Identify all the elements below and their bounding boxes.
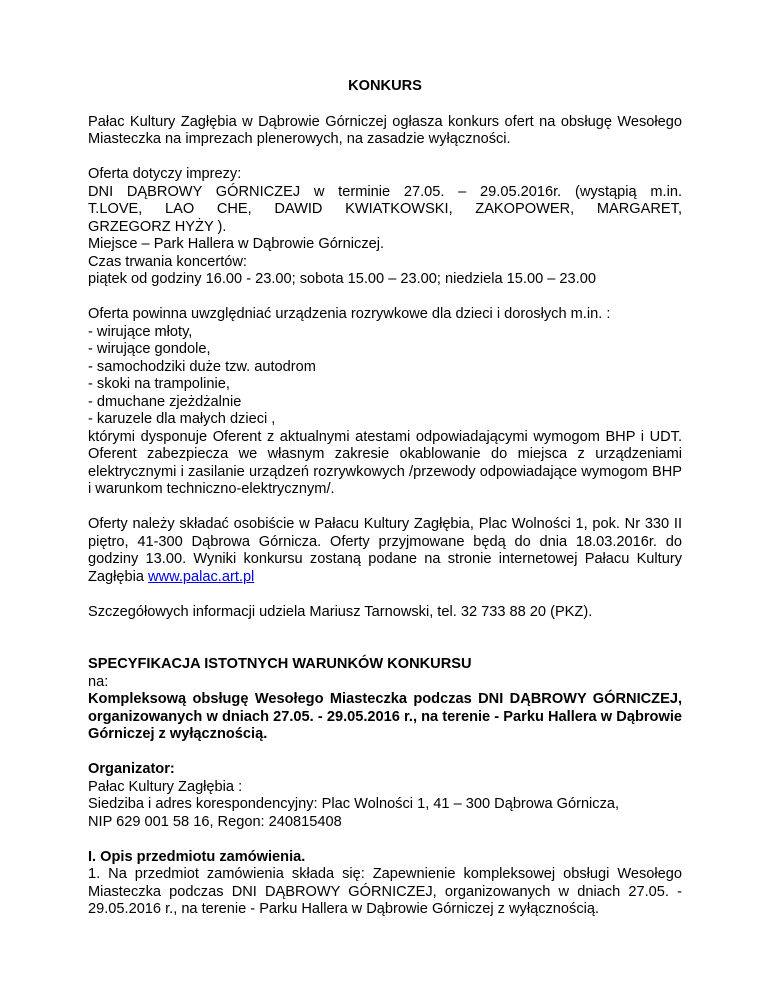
event-heading: Oferta dotyczy imprezy: [88,166,242,182]
equipment-section [88,306,682,499]
event-line-1: DNI DĄBROWY GÓRNICZEJ w terminie 27.05. – 29.05.2016r. (wystąpią m.in. [88,183,682,200]
document-title: KONKURS [348,78,422,94]
organizer-heading: Organizator: [88,761,175,777]
section-1-text: 1. Na przedmiot zamówienia składa się: Zapewnienie kompleksowej obsługi Wesołego Miasteczka podczas DNI DĄBROWY GÓRNICZEJ, organizowanych w dniach 27.05. - 29.05.2016 r., na terenie - Parku Hallera w Dąbrowie Górniczej z wyłącznością. [88,866,682,917]
spec-heading: SPECYFIKACJA ISTOTNYCH WARUNKÓW KONKURSU [88,656,472,672]
organizer-ids: NIP 629 001 58 16, Regon: 240815408 [88,813,342,830]
list-item: - karuzele dla małych dzieci , [88,411,276,427]
section-1-heading: I. Opis przedmiotu zamówienia. [88,848,306,865]
submission-text: Oferty należy składać osobiście w Pałacu Kultury Zagłębia, Plac Wolności 1, pok. Nr 330 II piętro, 41-300 Dąbrowa Górnicza. Oferty przyjmowane będą do dnia 18.03.2016r. do godziny 13.00. Wyniki konkursu zostaną podane na stronie internetowej Pałacu Kultury Zagłębia [88,516,682,585]
intro-paragraph: Pałac Kultury Zagłębia w Dąbrowie Górniczej ogłasza konkurs ofert na obsługę Wesołego Miasteczka na imprezach plenerowych, na zasadzie wyłączności. [88,113,682,147]
spec-subject: Kompleksową obsługę Wesołego Miasteczka podczas DNI DĄBROWY GÓRNICZEJ, organizowanych w dniach 27.05. - 29.05.2016 r., na terenie - Parku Hallera w Dąbrowie Górniczej z wyłącznością. [88,691,682,742]
event-line-3: GRZEGORZ HYŻY ). [88,218,227,235]
contact-paragraph: Szczegółowych informacji udziela Mariusz Tarnowski, tel. 32 733 88 20 (PKZ). [88,603,593,620]
submission-paragraph [88,516,682,586]
document-page [88,78,682,919]
list-item: - samochodziki duże tzw. autodrom [88,358,316,375]
event-section [88,166,682,289]
equipment-closing: którymi dysponuje Oferent z aktualnymi atestami odpowiadającymi wymogom BHP i UDT. Oferent zabezpiecza we własnym zakresie okablowanie do miejsca z urządzeniami elektrycznymi i zasilanie urządzeń rozrywkowych /przewody odpowiadające wymogom BHP i warunkom techniczno-elektrycznym/. [88,428,682,497]
event-time: piątek od godziny 16.00 - 23.00; sobota 15.00 – 23.00; niedziela 15.00 – 23.00 [88,271,596,287]
list-item: - wirujące młoty, [88,323,193,340]
spec-section [88,656,682,744]
equipment-heading: Oferta powinna uwzględniać urządzenia rozrywkowe dla dzieci i dorosłych m.in. : [88,306,611,322]
spec-na: na: [88,673,109,690]
event-time-heading: Czas trwania koncertów: [88,253,247,270]
website-link[interactable]: www.palac.art.pl [148,568,255,585]
event-place: Miejsce – Park Hallera w Dąbrowie Górniczej. [88,236,385,252]
event-line-2: T.LOVE, LAO CHE, DAWID KWIATKOWSKI, ZAKOPOWER, MARGARET, [88,201,682,217]
list-item: - skoki na trampolinie, [88,376,230,392]
organizer-section [88,761,682,831]
organizer-address: Siedziba i adres korespondencyjny: Plac Wolności 1, 41 – 300 Dąbrowa Górnicza, [88,796,620,812]
section-1 [88,849,682,919]
list-item: - dmuchane zjeżdżalnie [88,393,242,410]
organizer-name: Pałac Kultury Zagłębia : [88,778,243,795]
list-item: - wirujące gondole, [88,341,211,357]
